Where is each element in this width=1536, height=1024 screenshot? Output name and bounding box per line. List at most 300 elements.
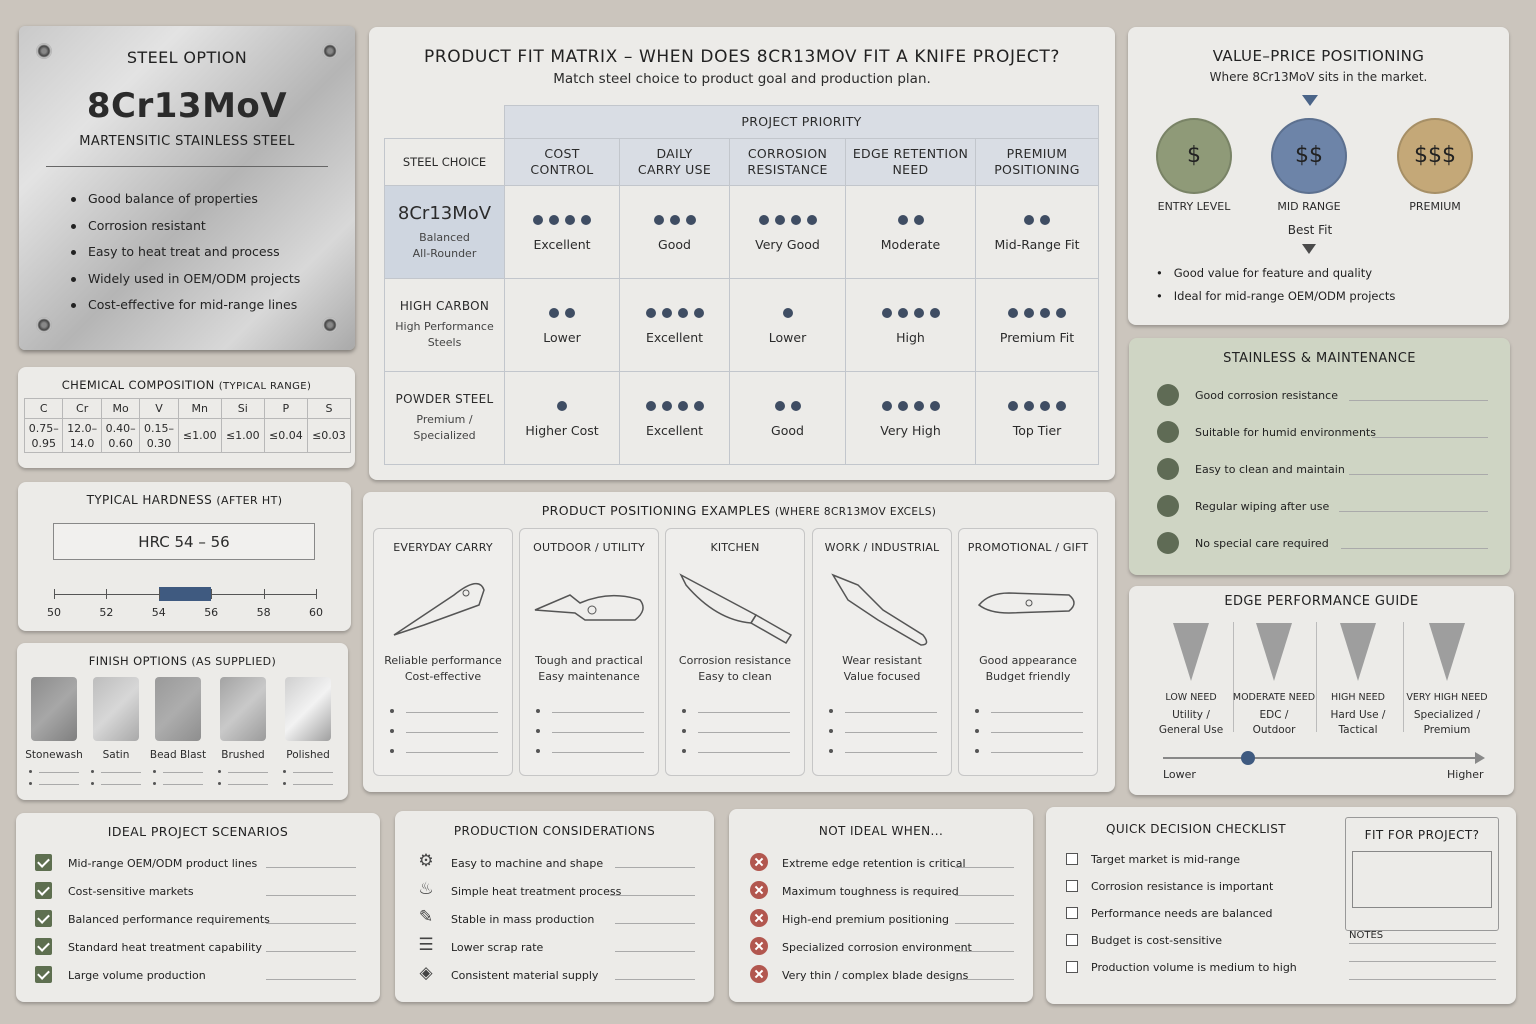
- table-cell: [730, 372, 846, 465]
- ruled-line: [266, 895, 356, 896]
- hardness-title: TYPICAL HARDNESS: [86, 493, 213, 507]
- ruled-line: [615, 867, 695, 868]
- list-item: Production volume is medium to high: [1091, 961, 1297, 974]
- table-cell: [505, 279, 620, 372]
- bullet-dot: [29, 782, 32, 785]
- finish-label: Polished: [286, 749, 330, 761]
- ruled-line: [1349, 400, 1488, 401]
- list-item: Maximum toughness is required: [782, 885, 959, 898]
- scale-tick: [264, 589, 265, 599]
- list-item: Widely used in OEM/ODM projects: [71, 266, 300, 293]
- rating-label: Top Tier: [1012, 422, 1062, 438]
- checkbox[interactable]: [1066, 880, 1078, 892]
- list-item: Simple heat treatment process: [451, 885, 622, 898]
- example-title: WORK / INDUSTRIAL: [824, 541, 940, 554]
- table-header: P: [264, 399, 307, 419]
- positioning-examples-card: [363, 492, 1115, 792]
- steel-option-plate: [19, 26, 355, 350]
- table-cell: [505, 372, 620, 465]
- rating-label: High: [896, 329, 925, 345]
- row-header: [385, 186, 505, 279]
- example-desc: [959, 653, 1097, 685]
- note-line[interactable]: [390, 704, 498, 718]
- value-price-card: [1128, 27, 1509, 325]
- table-cell: [976, 372, 1099, 465]
- rating-label: Higher Cost: [525, 422, 599, 438]
- example-title: OUTDOOR / UTILITY: [533, 541, 645, 554]
- table-cell: [620, 186, 730, 279]
- table-cell: [620, 279, 730, 372]
- use-label: Specialized / Premium: [1413, 709, 1481, 736]
- ideal-scenarios-card: [16, 813, 380, 1002]
- use-label: EDC / Outdoor: [1252, 709, 1296, 736]
- rating-dot: [678, 308, 688, 318]
- not-ideal-card: [729, 809, 1033, 1002]
- tick-label: 56: [204, 606, 219, 619]
- steel-subtitle: Balanced All-Rounder: [412, 230, 477, 260]
- column-header: COST CONTROL: [505, 139, 620, 186]
- list-item: Balanced performance requirements: [68, 913, 270, 926]
- example-desc: [666, 653, 804, 685]
- rating-label: Lower: [768, 329, 807, 345]
- finish-swatch: [285, 677, 331, 741]
- list-item: Extreme edge retention is critical: [782, 857, 966, 870]
- note-line[interactable]: [536, 744, 644, 758]
- finish-label: Bead Blast: [149, 749, 207, 761]
- rating-dot: [557, 401, 567, 411]
- checkbox[interactable]: [1066, 934, 1078, 946]
- notes-label: NOTES: [1349, 930, 1384, 941]
- cube-icon: ◈: [419, 963, 433, 983]
- rating-dot: [791, 215, 801, 225]
- bullet-dot: [91, 782, 94, 785]
- tick-label: 58: [256, 606, 271, 619]
- drop-icon: [1157, 495, 1179, 517]
- knife-icon: [969, 565, 1089, 653]
- tick-label: 52: [99, 606, 114, 619]
- production-title: PRODUCTION CONSIDERATIONS: [453, 824, 656, 838]
- rating-dot: [646, 308, 656, 318]
- price-tier-coin: $: [1156, 118, 1232, 194]
- use-label: Utility / General Use: [1158, 709, 1224, 736]
- finish-swatch: [93, 677, 139, 741]
- scale-tick: [54, 589, 55, 599]
- checkbox-checked[interactable]: [35, 882, 52, 899]
- checkbox-checked[interactable]: [35, 910, 52, 927]
- desc-line: Tough and practical: [535, 654, 643, 667]
- gear-icon: ⚙: [418, 851, 434, 871]
- ruled-line: [266, 923, 356, 924]
- rating-dot: [670, 215, 680, 225]
- rating-label: Lower: [543, 329, 581, 345]
- ruled-line: [1372, 437, 1488, 438]
- note-line[interactable]: [390, 724, 498, 738]
- examples-title: PRODUCT POSITIONING EXAMPLES: [541, 503, 771, 518]
- edge-title: EDGE PERFORMANCE GUIDE: [1224, 594, 1419, 609]
- checkbox[interactable]: [1066, 853, 1078, 865]
- bullet-dot: [91, 770, 94, 773]
- tick-label: 54: [151, 606, 166, 619]
- rating-label: Moderate: [880, 236, 941, 252]
- note-line[interactable]: [682, 744, 790, 758]
- rating-dot: [581, 215, 591, 225]
- table-header: Cr: [63, 399, 101, 419]
- list-item: No special care required: [1195, 537, 1329, 550]
- stainless-title: STAINLESS & MAINTENANCE: [1223, 351, 1416, 366]
- rating-dot: [1024, 308, 1034, 318]
- edge-scale-line: [1163, 757, 1477, 759]
- desc-line: Corrosion resistance: [678, 654, 792, 667]
- list-item: Mid-range OEM/ODM product lines: [68, 857, 258, 870]
- desc-line: Wear resistant: [842, 654, 922, 667]
- knife-icon: [676, 565, 796, 653]
- ruled-line: [615, 951, 695, 952]
- table-cell: 0.15– 0.30: [140, 419, 178, 453]
- checklist-title: QUICK DECISION CHECKLIST: [1106, 822, 1286, 836]
- note-line[interactable]: [682, 724, 790, 738]
- table-cell: [846, 279, 976, 372]
- list-item: Good corrosion resistance: [1195, 389, 1338, 402]
- rating-label: Excellent: [645, 422, 704, 438]
- finish-swatch: [31, 677, 77, 741]
- list-item: Easy to heat treat and process: [71, 239, 300, 266]
- desc-line: Easy maintenance: [538, 670, 640, 683]
- rating-dot: [775, 401, 785, 411]
- list-item: Easy to clean and maintain: [1195, 463, 1345, 476]
- steel-choice-header: STEEL CHOICE: [385, 139, 505, 186]
- rating-dot: [898, 308, 908, 318]
- list-item: Performance needs are balanced: [1091, 907, 1273, 920]
- table-header: Mn: [178, 399, 221, 419]
- rating-dot: [565, 215, 575, 225]
- edge-performance-card: [1129, 586, 1514, 795]
- need-label: MODERATE NEED: [1232, 692, 1316, 703]
- notes-line[interactable]: [1349, 961, 1496, 962]
- ruled-line: [1341, 548, 1488, 549]
- need-label: LOW NEED: [1165, 692, 1217, 703]
- desc-line: Cost-effective: [404, 670, 482, 683]
- finish-title: FINISH OPTIONS: [88, 654, 188, 668]
- edge-blade-icon: [1429, 623, 1465, 681]
- matrix-table: [384, 105, 1099, 465]
- rating-dot: [646, 401, 656, 411]
- steel-name: 8Cr13MoV: [397, 202, 492, 224]
- rating-dot: [1008, 401, 1018, 411]
- rating-dots: [976, 306, 1098, 320]
- ruled-line: [163, 772, 203, 773]
- checkbox[interactable]: [1066, 907, 1078, 919]
- table-cell: [620, 372, 730, 465]
- value-subtitle: Where 8Cr13MoV sits in the market.: [1209, 70, 1428, 84]
- rating-dot: [678, 401, 688, 411]
- rating-dot: [759, 215, 769, 225]
- table-cell: ≤1.00: [221, 419, 264, 453]
- rating-dots: [620, 306, 729, 320]
- finish-swatch: [220, 677, 266, 741]
- ruled-line: [163, 784, 203, 785]
- tier-label: PREMIUM: [1409, 200, 1461, 213]
- table-header: V: [140, 399, 178, 419]
- fit-input[interactable]: [1352, 851, 1492, 908]
- list-item: Stable in mass production: [451, 913, 595, 926]
- ruled-line: [610, 895, 695, 896]
- list-item: Cost-effective for mid-range lines: [71, 292, 300, 319]
- x-icon: [750, 965, 768, 983]
- ruled-line: [955, 951, 1014, 952]
- list-item: Cost-sensitive markets: [68, 885, 194, 898]
- finish-options-card: [17, 643, 348, 800]
- screw-icon: [36, 317, 52, 333]
- rating-dots: [730, 399, 845, 413]
- rating-dots: [730, 306, 845, 320]
- rating-dots: [505, 306, 619, 320]
- bullet-dot: [218, 770, 221, 773]
- examples-note: (WHERE 8CR13MOV EXCELS): [774, 506, 937, 518]
- hardness-scale: [47, 584, 323, 624]
- list-item: Corrosion resistant: [71, 213, 300, 240]
- ruled-line: [1339, 511, 1488, 512]
- desc-line: Good appearance: [979, 654, 1077, 667]
- checkbox-checked[interactable]: [35, 854, 52, 871]
- hardness-note: (AFTER HT): [216, 494, 283, 507]
- example-desc: [374, 653, 512, 685]
- fit-box: [1345, 817, 1499, 931]
- note-line[interactable]: [975, 724, 1083, 738]
- fit-matrix: [384, 105, 1099, 465]
- arrow-down-icon: [1302, 95, 1318, 106]
- ruled-line: [266, 979, 356, 980]
- table-cell: [976, 186, 1099, 279]
- rating-dots: [846, 399, 975, 413]
- table-row: [385, 186, 1099, 279]
- rating-dot: [654, 215, 664, 225]
- example-desc: [813, 653, 951, 685]
- note-line[interactable]: [829, 724, 937, 738]
- note-line[interactable]: [536, 724, 644, 738]
- example-card: [519, 528, 659, 776]
- note-line[interactable]: [975, 704, 1083, 718]
- rating-dots: [620, 213, 729, 227]
- chem-title: CHEMICAL COMPOSITION: [61, 378, 215, 392]
- ruled-line: [293, 784, 333, 785]
- stainless-maintenance-card: [1129, 338, 1510, 575]
- column-header: PREMIUM POSITIONING: [976, 139, 1099, 186]
- rating-dots: [505, 399, 619, 413]
- rating-label: Mid-Range Fit: [994, 236, 1080, 252]
- bullet-dot: [283, 782, 286, 785]
- x-icon: [750, 937, 768, 955]
- steel-grade: 8Cr13MoV: [86, 86, 288, 126]
- table-row: [385, 372, 1099, 465]
- finish-label: Brushed: [221, 749, 265, 761]
- table-cell: [505, 186, 620, 279]
- notes-line[interactable]: [1349, 979, 1496, 980]
- list-item: High-end premium positioning: [782, 913, 950, 926]
- hardness-card: [18, 482, 351, 631]
- rating-dots: [976, 399, 1098, 413]
- rating-dot: [686, 215, 696, 225]
- need-label: HIGH NEED: [1331, 692, 1385, 703]
- value-title: VALUE–PRICE POSITIONING: [1212, 47, 1425, 65]
- scale-tick: [159, 589, 160, 599]
- chem-note: (TYPICAL RANGE): [218, 381, 312, 392]
- table-cell: [730, 186, 846, 279]
- matrix-title: PRODUCT FIT MATRIX – WHEN DOES 8CR13MOV FIT A KNIFE PROJECT?: [423, 47, 1061, 67]
- table-cell: [846, 186, 976, 279]
- table-cell: 12.0– 14.0: [63, 419, 101, 453]
- example-card: [665, 528, 805, 776]
- rating-dot: [930, 401, 940, 411]
- note-line[interactable]: [682, 704, 790, 718]
- group-header: PROJECT PRIORITY: [505, 106, 1099, 139]
- note-line[interactable]: [390, 744, 498, 758]
- rating-dot: [882, 401, 892, 411]
- rating-dot: [1024, 401, 1034, 411]
- ruled-line: [955, 895, 1014, 896]
- rating-dot: [533, 215, 543, 225]
- finish-label: Stonewash: [25, 749, 83, 761]
- ruled-line: [228, 772, 268, 773]
- arrow-down-icon: [1302, 244, 1316, 254]
- table-row: [385, 279, 1099, 372]
- example-card: [373, 528, 513, 776]
- checkbox-checked[interactable]: [35, 966, 52, 983]
- steel-name: HIGH CARBON: [399, 299, 490, 313]
- use-label: Hard Use / Tactical: [1330, 709, 1386, 736]
- table-cell: [730, 279, 846, 372]
- need-label: VERY HIGH NEED: [1406, 692, 1488, 703]
- rating-label: Excellent: [533, 236, 591, 252]
- column-header: EDGE RETENTION NEED: [846, 139, 976, 186]
- knife-icon: [823, 565, 943, 653]
- rating-dot: [930, 308, 940, 318]
- rating-dot: [914, 308, 924, 318]
- rating-dots: [730, 213, 845, 227]
- bullet-dot: [29, 770, 32, 773]
- rating-dot: [1056, 308, 1066, 318]
- decision-checklist-card: [1046, 807, 1516, 1004]
- steel-subtitle: Premium / Specialized: [413, 413, 476, 442]
- checkbox-checked[interactable]: [35, 938, 52, 955]
- list-item: Standard heat treatment capability: [68, 941, 262, 954]
- edge-blade-icon: [1173, 623, 1209, 681]
- edge-marker: [1241, 751, 1255, 765]
- list-item: Consistent material supply: [451, 969, 599, 982]
- table-cell: ≤1.00: [178, 419, 221, 453]
- example-card: [812, 528, 952, 776]
- tier-label: ENTRY LEVEL: [1157, 200, 1231, 213]
- ruled-line: [615, 923, 695, 924]
- price-tier-coin: $$$: [1397, 118, 1473, 194]
- table-cell: 0.75– 0.95: [25, 419, 63, 453]
- scale-tick: [316, 589, 317, 599]
- rating-dot: [549, 215, 559, 225]
- table-header: C: [25, 399, 63, 419]
- rating-dot: [662, 308, 672, 318]
- note-line[interactable]: [829, 744, 937, 758]
- example-title: KITCHEN: [710, 541, 760, 554]
- hardness-value: HRC 54 – 56: [53, 523, 315, 560]
- rating-dots: [620, 399, 729, 413]
- note-line[interactable]: [829, 704, 937, 718]
- rating-dots: [976, 213, 1098, 227]
- list-item: Budget is cost-sensitive: [1091, 934, 1223, 947]
- value-bullet: • Ideal for mid-range OEM/ODM projects: [1156, 289, 1396, 303]
- scale-tick: [211, 589, 212, 599]
- flame-icon: ♨: [418, 879, 434, 899]
- rating-dot: [1040, 215, 1050, 225]
- rating-label: Very Good: [755, 236, 820, 252]
- rating-label: Good: [771, 422, 804, 438]
- table-cell: [976, 279, 1099, 372]
- wrench-icon: ✎: [418, 907, 434, 927]
- brush-icon: [1157, 458, 1179, 480]
- list-item: Regular wiping after use: [1195, 500, 1330, 513]
- example-title: PROMOTIONAL / GIFT: [967, 541, 1089, 554]
- list-item: Corrosion resistance is important: [1091, 880, 1274, 893]
- ruled-line: [39, 784, 79, 785]
- list-item: Specialized corrosion environment: [782, 941, 972, 954]
- rating-dot: [1024, 215, 1034, 225]
- rating-dot: [565, 308, 575, 318]
- notes-line[interactable]: [1349, 943, 1496, 944]
- finish-note: (AS SUPPLIED): [191, 655, 277, 668]
- table-cell: ≤0.04: [264, 419, 307, 453]
- production-considerations-card: [395, 811, 714, 1002]
- knife-icon: [530, 565, 650, 653]
- desc-line: Budget friendly: [985, 670, 1071, 683]
- rating-dots: [505, 213, 619, 227]
- tick-label: 60: [309, 606, 323, 619]
- rating-dot: [662, 401, 672, 411]
- row-header: [385, 279, 505, 372]
- bottle-icon: [1157, 532, 1179, 554]
- plate-bullets: [71, 186, 300, 319]
- bullet-dot: [153, 770, 156, 773]
- x-icon: [750, 881, 768, 899]
- list-item: Suitable for humid environments: [1195, 426, 1376, 439]
- example-card: [958, 528, 1098, 776]
- table-cell: ≤0.03: [307, 419, 350, 453]
- table-cell: 0.40– 0.60: [101, 419, 139, 453]
- chemical-composition-card: [18, 367, 355, 468]
- ideal-title: IDEAL PROJECT SCENARIOS: [107, 824, 289, 839]
- rating-dot: [807, 215, 817, 225]
- ruled-line: [955, 867, 1014, 868]
- table-header: S: [307, 399, 350, 419]
- checkbox[interactable]: [1066, 961, 1078, 973]
- plate-title: STEEL OPTION: [126, 48, 248, 67]
- rating-dots: [846, 213, 975, 227]
- price-tier-coin: $$: [1271, 118, 1347, 194]
- rating-dot: [694, 308, 704, 318]
- rating-dot: [882, 308, 892, 318]
- ruled-line: [266, 867, 356, 868]
- desc-line: Easy to clean: [698, 670, 772, 683]
- composition-table: [24, 398, 351, 453]
- rating-dot: [914, 401, 924, 411]
- desc-line: Value focused: [843, 670, 921, 683]
- rating-label: Good: [658, 236, 691, 252]
- ruled-line: [293, 772, 333, 773]
- value-bullet: • Good value for feature and quality: [1156, 266, 1373, 280]
- table-header: Si: [221, 399, 264, 419]
- note-line[interactable]: [975, 744, 1083, 758]
- product-fit-matrix-card: [369, 27, 1115, 480]
- note-line[interactable]: [536, 704, 644, 718]
- column-header: DAILY CARRY USE: [620, 139, 730, 186]
- ruled-line: [955, 923, 1014, 924]
